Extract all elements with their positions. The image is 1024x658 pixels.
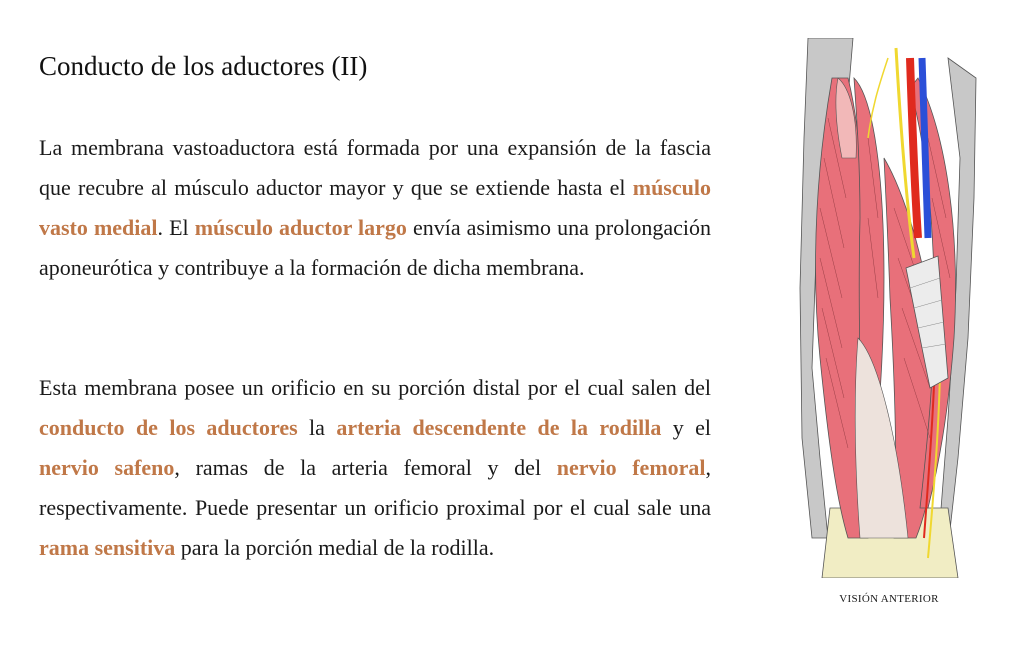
paragraph-text: . El — [157, 215, 195, 240]
paragraph-text: la — [297, 415, 337, 440]
link-nervio-femoral[interactable]: nervio femoral — [556, 455, 706, 480]
link-musculo-aductor-largo[interactable]: músculo aductor largo — [194, 215, 407, 240]
anatomy-figure — [798, 38, 980, 578]
link-conducto-de-los-aductores[interactable]: conducto de los aductores — [39, 415, 298, 440]
figure-caption: VISIÓN ANTERIOR — [839, 593, 939, 605]
paragraph-text: Esta membrana posee un orificio en su porción distal por el cual salen del — [39, 375, 711, 400]
link-rama-sensitiva[interactable]: rama sensitiva — [39, 535, 176, 560]
paragraph-text: , ramas de la arteria femoral y del — [174, 455, 557, 480]
paragraph-text: y el — [661, 415, 711, 440]
paragraph-text: La membrana vastoaductora está formada por una expansión de la fascia que recubre al músculo aductor mayor y que se extiende hasta el — [39, 135, 711, 200]
paragraph-text: para la porción medial de la rodilla. — [175, 535, 495, 560]
link-musculo-vasto-medial[interactable]: músculo vasto medial — [39, 175, 711, 240]
femoral-vein — [922, 58, 928, 238]
paragraph-text: , respectivamente. Puede presentar un orificio proximal por el cual sale una — [39, 455, 712, 520]
page-title: Conducto de los aductores (II) — [39, 51, 368, 81]
paragraph-text: envía asimismo una prolongación aponeurótica y contribuye a la formación de dicha membrana. — [39, 215, 711, 280]
link-nervio-safeno[interactable]: nervio safeno — [39, 455, 175, 480]
link-arteria-descendente-de-la-rodilla[interactable]: arteria descendente de la rodilla — [336, 415, 662, 440]
paragraph-orifice — [39, 368, 711, 568]
thigh-illustration — [798, 38, 980, 578]
paragraph-membrane — [39, 128, 711, 288]
